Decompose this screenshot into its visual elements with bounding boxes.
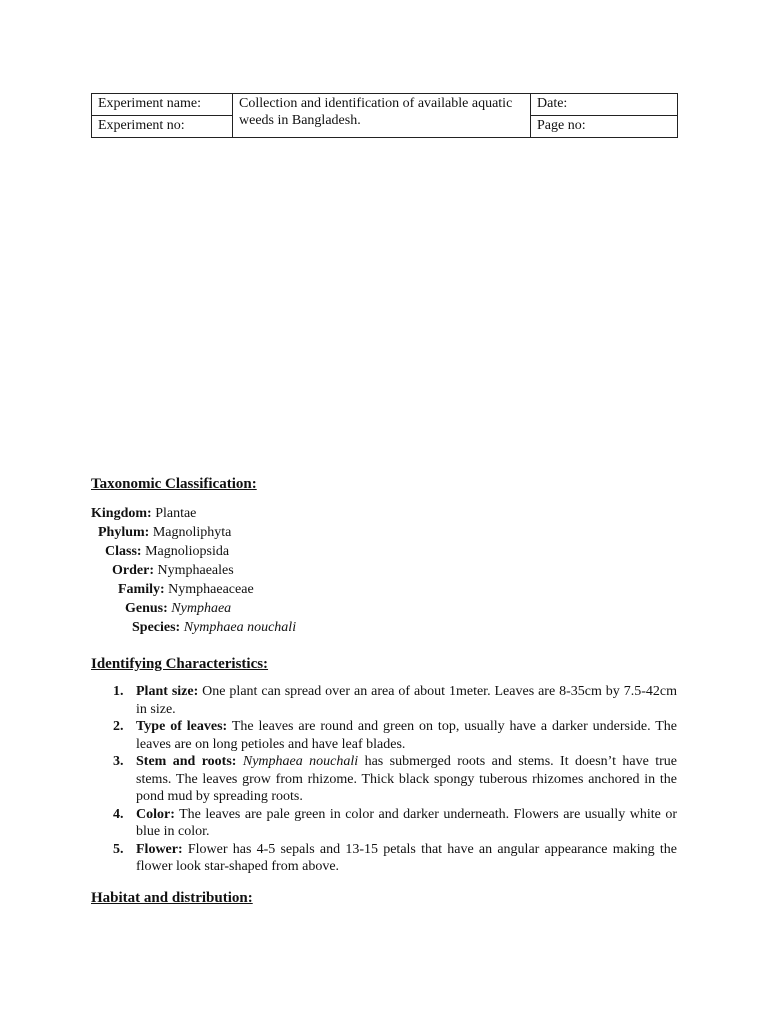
rank-value: Magnoliphyta	[152, 525, 232, 540]
experiment-header-table	[91, 93, 678, 138]
list-item	[91, 718, 677, 753]
experiment-title: Collection and identification of available aquatic weeds in Bangladesh.	[233, 94, 531, 138]
list-item	[91, 683, 677, 718]
item-text: The leaves are pale green in color and darker underneath. Flowers are usually white or blue in color.	[136, 806, 677, 839]
rank-label: Species:	[132, 620, 181, 635]
taxonomy-row-species	[91, 618, 296, 637]
item-text: has submerged roots and stems. It doesn’t have true stems. The leaves grow from rhizome. Thick black spongy tuberous rhizomes anchored in the pond mud by spreading roots.	[136, 754, 677, 804]
item-number: 2.	[113, 719, 124, 734]
item-text: Flower has 4-5 sepals and 13-15 petals that have an angular appearance making the flower look star-shaped from above.	[136, 841, 677, 874]
habitat-distribution-heading: Habitat and distribution:	[91, 890, 253, 906]
characteristics-list	[91, 683, 677, 876]
item-number: 5.	[113, 841, 124, 857]
item-number: 1.	[113, 684, 124, 699]
item-species-name: Nymphaea nouchali	[242, 754, 359, 769]
experiment-name-label: Experiment name:	[92, 94, 233, 116]
item-label: Stem and roots:	[136, 754, 237, 769]
list-item	[91, 753, 677, 806]
taxonomy-row-kingdom	[91, 504, 296, 523]
rank-value: Nymphaea	[171, 601, 232, 616]
list-item	[91, 841, 677, 876]
page-no-label: Page no:	[531, 116, 678, 138]
rank-value: Plantae	[155, 506, 197, 521]
rank-label: Kingdom:	[91, 506, 152, 521]
identifying-characteristics-heading: Identifying Characteristics:	[91, 656, 269, 672]
taxonomy-row-phylum	[91, 523, 296, 542]
item-label: Type of leaves:	[136, 719, 228, 734]
rank-label: Order:	[112, 563, 154, 578]
item-text: One plant can spread over an area of about 1meter. Leaves are 8-35cm by 7.5-42cm in size.	[136, 684, 677, 717]
rank-label: Genus:	[125, 601, 168, 616]
rank-value: Nymphaeaceae	[168, 582, 254, 597]
item-label: Flower:	[136, 841, 183, 857]
item-number: 4.	[113, 806, 124, 822]
taxonomy-list	[91, 504, 296, 637]
taxonomy-row-family	[91, 580, 296, 599]
rank-value: Nymphaeales	[157, 563, 234, 578]
taxonomy-row-class	[91, 542, 296, 561]
date-label: Date:	[531, 94, 678, 116]
rank-label: Family:	[118, 582, 165, 597]
item-label: Plant size:	[136, 684, 199, 699]
taxonomy-row-order	[91, 561, 296, 580]
experiment-no-label: Experiment no:	[92, 116, 233, 138]
taxonomic-classification-heading: Taxonomic Classification:	[91, 476, 257, 492]
list-item	[91, 806, 677, 841]
item-number: 3.	[113, 754, 124, 769]
rank-label: Phylum:	[98, 525, 150, 540]
item-label: Color:	[136, 806, 175, 822]
rank-value: Nymphaea nouchali	[183, 620, 297, 635]
taxonomy-row-genus	[91, 599, 296, 618]
rank-label: Class:	[105, 544, 142, 559]
rank-value: Magnoliopsida	[145, 544, 230, 559]
item-text: The leaves are round and green on top, usually have a darker underside. The leaves are on long petioles and have leaf blades.	[136, 719, 677, 752]
